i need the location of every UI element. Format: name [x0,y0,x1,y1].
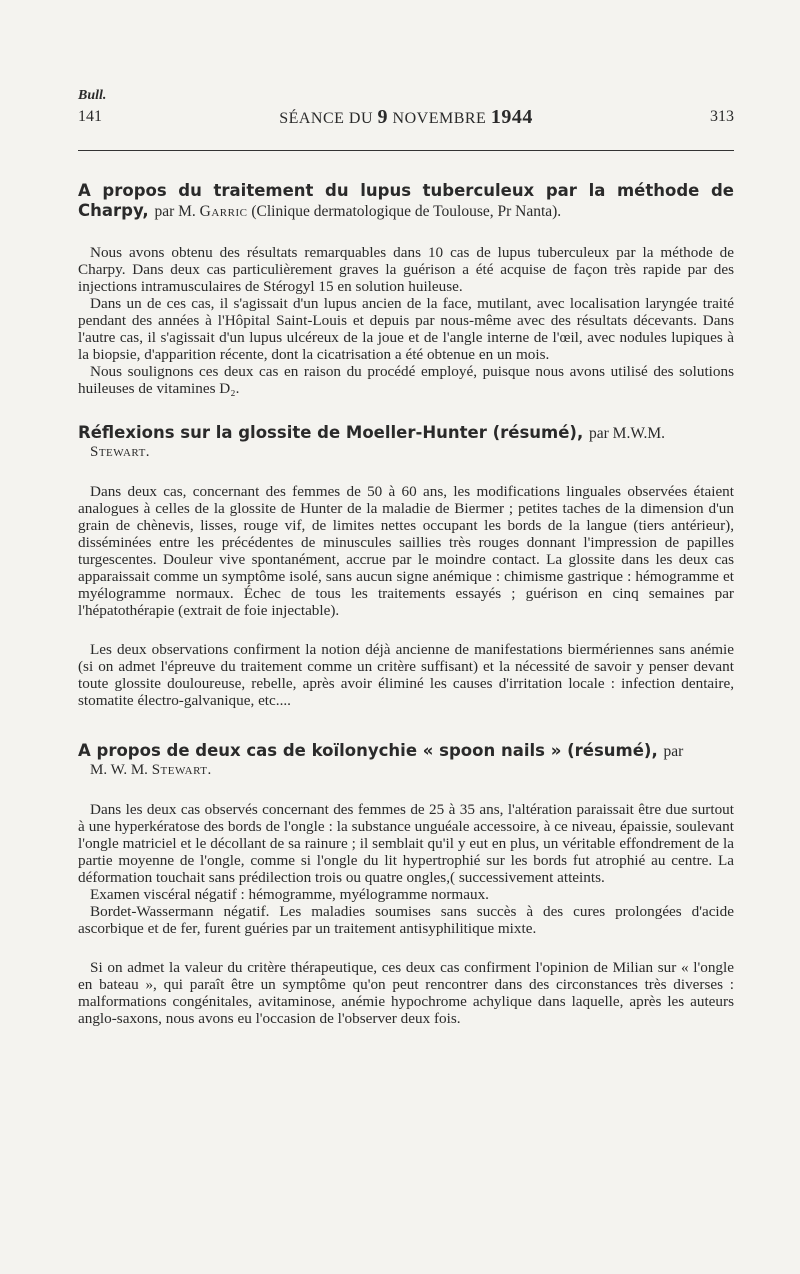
article2-author: Stewart. [90,444,151,460]
article3-paragraph-2: Examen viscéral négatif : hémogramme, myélogramme normaux. [90,886,489,903]
article3-title-text: A propos de deux cas de koïlonychie « spoon nails » (résumé), [78,741,658,760]
running-header [78,106,734,130]
margin-note-number: 141 [78,108,102,125]
article1-author: Garric [199,203,248,220]
margin-note-bull: Bull. [78,88,107,103]
page-number: 313 [710,108,734,125]
article1-paragraph-3: Nous soulignons ces deux cas en raison du procédé employé, puisque nous avons utilisé des solutions huileuses de vitamines D₂. [78,363,734,397]
article3-author: Stewart. [151,762,212,778]
article1-affiliation: (Clinique dermatologique de Toulouse, Pr Nanta). [251,203,562,220]
session-prefix: SÉANCE DU [279,110,374,127]
session-day: 9 [377,106,389,128]
article2-title [78,423,734,444]
article3-byline [78,762,734,779]
session-heading [78,106,734,129]
article1-title [78,181,734,222]
article3-paragraph-4: Si on admet la valeur du critère thérapeutique, ces deux cas confirment l'opinion de Milian sur « l'ongle en bateau », qui paraît être un symptôme qu'on peut rencontrer dans des circonstances très diverses : malformations congénitales, avitaminose, anémie hypochrome achylique dans laquelle, après les auteurs anglo-saxons, nous avons eu l'occasion de l'observer deux fois. [78,959,734,1027]
article2-paragraph-2: Les deux observations confirment la notion déjà ancienne de manifestations biermériennes sans anémie (si on admet l'épreuve du traitement comme un critère suffisant) et la nécessité de savoir y penser devant toute glossite douloureuse, rebelle, après avoir éliminé les causes d'irritation locale : infection dentaire, stomatite électro-galvanique, etc.... [78,641,734,709]
header-rule [78,150,734,151]
article1-paragraph-2: Dans un de ces cas, il s'agissait d'un lupus ancien de la face, mutilant, avec localisation laryngée traité pendant des années à l'Hôpital Saint-Louis et depuis par nous-même avec des résultats décevants. Dans l'autre cas, il s'agissait d'un lupus ulcéreux de la joue et de l'angle interne de l'œil, avec nodules lupiques à la biopsie, d'apparition récente, dont la cicatrisation a été obtenue en un mois. [78,295,734,363]
article3-byline-initials: M. W. M. [90,762,148,778]
article2-title-text: Réflexions sur la glossite de Moeller-Hunter (résumé), [78,423,584,442]
article3-paragraph-1: Dans les deux cas observés concernant des femmes de 25 à 35 ans, l'altération paraissait être due surtout à une hyperkératose des bords de l'ongle : la substance unguéale accessoire, à ce niveau, épaissie, soulevant l'ongle matriciel et le décollant de sa rainure ; il semblait qu'il y eut en plus, un véritable effondrement de la partie moyenne de l'ongle, comme si l'ongle du lit hypertrophié sur les bords fut atrophié au centre. La déformation touchait sans prédilection trois ou quatre ongles,( successivement atteints. [78,801,734,886]
article3-paragraph-3: Bordet-Wassermann négatif. Les maladies soumises sans succès à des cures prolongées d'acide ascorbique et de fer, furent guéries par un traitement antisyphilitique mixte. [78,903,734,937]
article2-byline-par: par M.W.M. [589,425,666,442]
article3-title [78,741,734,762]
session-month: NOVEMBRE [392,110,487,127]
article3-byline-par: par [663,743,684,760]
journal-page [78,88,734,1027]
article1-byline-par: par M. [154,203,196,220]
article1-title-text: A propos du traitement du lupus tuberculeux par la méthode de Charpy, [78,181,734,220]
article1-paragraph-1: Nous avons obtenu des résultats remarquables dans 10 cas de lupus tuberculeux par la méthode de Charpy. Dans deux cas particulièrement graves la guérison a été acquise de façon très rapide par des injections intramusculaires de Stérogyl 15 en solution huileuse. [78,244,734,295]
article2-paragraph-1: Dans deux cas, concernant des femmes de 50 à 60 ans, les modifications linguales observées étaient analogues à celles de la glossite de Hunter de la maladie de Biermer ; petites taches de la dimension d'un grain de chènevis, lisses, rouge vif, de limites nettes occupant les bords de la langue (tiers antérieur), disséminées entre les précédentes de minuscules saillies très rouges donnant l'impression de papilles turgescentes. Douleur vive spontanément, accrue par le moindre contact. La glossite dans les deux cas apparaissait comme un symptôme isolé, sans aucun signe anémique : chimisme gastrique : hémogramme et myélogramme normaux. Échec de tous les traitements essayés ; guérison en cinq semaines par l'hépatothérapie (extrait de foie injectable). [78,483,734,619]
session-year: 1944 [490,106,533,128]
